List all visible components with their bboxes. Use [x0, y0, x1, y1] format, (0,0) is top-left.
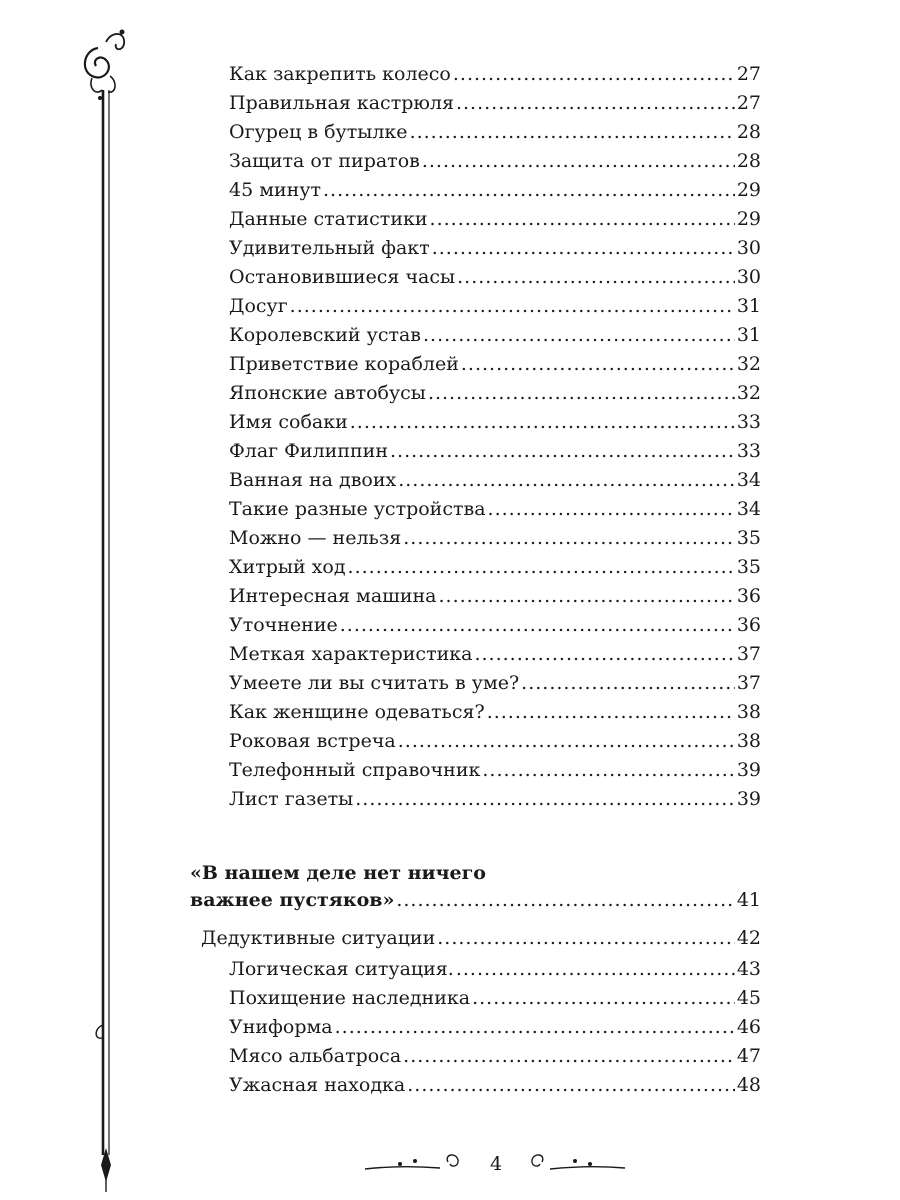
toc-entry-page: 28 [736, 121, 761, 143]
toc-entry-title: Огурец в бутылке [229, 121, 408, 143]
toc-entry-page: 39 [736, 788, 761, 810]
toc-entry [229, 956, 761, 982]
toc-entry-title: Досуг [229, 295, 288, 317]
toc-entry [229, 235, 761, 261]
toc-entry [229, 293, 761, 319]
toc-entry-title: Логическая ситуация. [229, 958, 454, 980]
toc-entry-title: Меткая характеристика [229, 643, 473, 665]
toc-entry [229, 1043, 761, 1069]
toc-entry-page: 29 [736, 208, 761, 230]
section-entry [201, 925, 761, 951]
toc-entry-title: Как женщине одеваться? [229, 701, 485, 723]
page-number: 4 [489, 1153, 503, 1175]
leader-dots [437, 925, 735, 951]
toc-entry-page: 35 [736, 527, 761, 549]
toc-entry-page: 47 [736, 1045, 761, 1067]
leader-dots [430, 206, 735, 232]
toc-entry-title: Королевский устав [229, 324, 421, 346]
leader-dots [340, 612, 735, 638]
toc-entry-title: Можно — нельзя [229, 527, 402, 549]
toc-entry-title: 45 минут [229, 179, 322, 201]
toc-entry [229, 699, 761, 725]
toc-entry [229, 757, 761, 783]
toc-entry [229, 1014, 761, 1040]
leader-dots [457, 264, 735, 290]
leader-dots [453, 61, 735, 87]
toc-entry-page: 27 [736, 63, 761, 85]
toc-entry-title: Мясо альбатроса [229, 1045, 402, 1067]
toc-entry-page: 33 [736, 440, 761, 462]
leader-dots [403, 1043, 735, 1069]
leader-dots [461, 351, 735, 377]
toc-entry [229, 177, 761, 203]
leader-dots [521, 670, 735, 696]
toc-entry-title: Интересная машина [229, 585, 437, 607]
toc-entry-title: Имя собаки [229, 411, 348, 433]
toc-entry-page: 36 [736, 614, 761, 636]
leader-dots [323, 177, 735, 203]
toc-entry-title: Умеете ли вы считать в уме? [229, 672, 520, 694]
toc-entry-page: 28 [736, 150, 761, 172]
toc-entry [229, 612, 761, 638]
toc-entry-page: 30 [736, 237, 761, 259]
leader-dots [432, 235, 735, 261]
leader-dots [422, 148, 735, 174]
leader-dots [487, 699, 735, 725]
leader-dots [398, 467, 735, 493]
toc-entry-page: 33 [736, 411, 761, 433]
toc-entry-title: Похищение наследника [229, 987, 471, 1009]
toc-entry [229, 351, 761, 377]
toc-entry-page: 36 [736, 585, 761, 607]
toc-entry [229, 641, 761, 667]
toc-entry [229, 467, 761, 493]
leader-dots [423, 322, 735, 348]
toc-entry-title: Приветствие кораблей [229, 353, 459, 375]
toc-entry-title: Телефонный справочник [229, 759, 481, 781]
toc-entry-title: Хитрый ход [229, 556, 346, 578]
leader-dots [335, 1014, 735, 1040]
chapter-entry [190, 887, 761, 913]
toc-entry-page: 32 [736, 353, 761, 375]
toc-entry-title: Японские автобусы [229, 382, 426, 404]
toc-entry [229, 438, 761, 464]
toc-entry-page: 35 [736, 556, 761, 578]
leader-dots [396, 887, 734, 913]
section-page: 42 [736, 927, 761, 949]
toc-entry-title: Правильная кастрюля [229, 92, 454, 114]
toc-entry-title: Лист газеты [229, 788, 354, 810]
toc-entry-page: 32 [736, 382, 761, 404]
toc-entry [229, 554, 761, 580]
toc-entry-title: Защита от пиратов [229, 150, 420, 172]
toc-entry-title: Флаг Филиппин [229, 440, 388, 462]
leader-dots [403, 525, 735, 551]
toc-entry-page: 31 [736, 295, 761, 317]
leader-dots [348, 554, 735, 580]
toc-entry-title: Остановившиеся часы [229, 266, 456, 288]
toc-entry [229, 148, 761, 174]
toc-entry-page: 43 [736, 958, 761, 980]
toc-entry [229, 409, 761, 435]
leader-dots [398, 728, 735, 754]
toc-entry [229, 728, 761, 754]
toc-entry [229, 1072, 761, 1098]
chapter-title-line1: «В нашем деле нет ничего [190, 862, 486, 884]
toc-entry-page: 48 [736, 1074, 761, 1096]
toc-entry-title: Данные статистики [229, 208, 428, 230]
toc-entry [229, 786, 761, 812]
toc-entry [229, 206, 761, 232]
toc-entry [229, 264, 761, 290]
toc-entry [229, 525, 761, 551]
section-title: Дедуктивные ситуации [201, 927, 436, 949]
toc-entry-page: 39 [736, 759, 761, 781]
leader-dots [488, 496, 735, 522]
leader-dots [350, 409, 735, 435]
toc-entry [229, 985, 761, 1011]
toc-entry [229, 583, 761, 609]
toc-entry-title: Роковая встреча [229, 730, 396, 752]
leader-dots [355, 786, 735, 812]
toc-entry-title: Такие разные устройства [229, 498, 486, 520]
toc-entry-page: 34 [736, 498, 761, 520]
chapter-page: 41 [736, 889, 761, 911]
chapter-title-line2: важнее пустяков» [190, 889, 395, 911]
leader-dots [456, 956, 735, 982]
leader-dots [482, 757, 734, 783]
toc-entry-page: 45 [736, 987, 761, 1009]
toc-entry-title: Униформа [229, 1016, 333, 1038]
toc-entry-title: Ужасная находка [229, 1074, 406, 1096]
toc-entry-page: 37 [736, 643, 761, 665]
toc-entry-title: Как закрепить колесо [229, 63, 451, 85]
toc-entry-page: 31 [736, 324, 761, 346]
leader-dots [438, 583, 734, 609]
toc-entry-title: Ванная на двоих [229, 469, 397, 491]
toc-entry-page: 46 [736, 1016, 761, 1038]
toc-entry [229, 670, 761, 696]
leader-dots [474, 641, 734, 667]
toc-entry-page: 29 [736, 179, 761, 201]
toc-entry-page: 38 [736, 730, 761, 752]
toc-entry-title: Удивительный факт [229, 237, 430, 259]
toc-entry [229, 61, 761, 87]
leader-dots [290, 293, 735, 319]
leader-dots [428, 380, 735, 406]
toc-entry [229, 380, 761, 406]
toc-entry [229, 90, 761, 116]
toc-entry [229, 322, 761, 348]
toc-entry [229, 496, 761, 522]
toc-entry-page: 30 [736, 266, 761, 288]
toc-entry-page: 27 [736, 92, 761, 114]
toc-entry-page: 34 [736, 469, 761, 491]
leader-dots [410, 119, 735, 145]
toc-entry [229, 119, 761, 145]
leader-dots [390, 438, 735, 464]
toc-entry-page: 38 [736, 701, 761, 723]
leader-dots [456, 90, 735, 116]
leader-dots [472, 985, 735, 1011]
toc-entry-page: 37 [736, 672, 761, 694]
leader-dots [407, 1072, 735, 1098]
toc-entry-title: Уточнение [229, 614, 338, 636]
